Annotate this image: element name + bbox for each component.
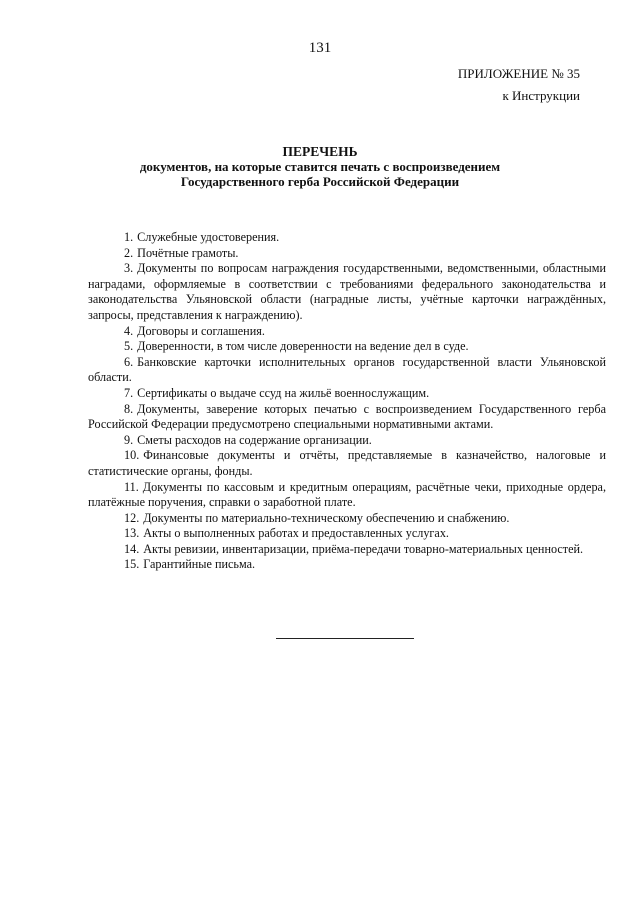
list-item-text: Служебные удостоверения. [137, 230, 280, 244]
list-item-number: 7. [124, 385, 134, 400]
document-list [88, 230, 606, 573]
heading-line-1: документов, на которые ставится печать с воспроизведением [139, 159, 501, 174]
list-item-text: Договоры и соглашения. [137, 323, 265, 338]
list-item-text: Акты о выполненных работах и предоставленных услугах. [143, 526, 449, 541]
list-item-number: 9. [124, 432, 134, 447]
list-item-text: Документы по кассовым и кредитным операциям, расчётные чеки, приходные ордера, платёжные поручения, справки о заработной плате. [88, 479, 606, 510]
appendix-subtitle: к Инструкции [502, 88, 580, 103]
list-item-number: 14. [124, 541, 140, 556]
list-item [88, 261, 606, 323]
list-item-text: Доверенности, в том числе доверенности на ведение дел в суде. [137, 339, 469, 354]
list-item-number: 1. [124, 230, 134, 244]
appendix-block [458, 64, 580, 106]
list-item [88, 355, 606, 386]
list-item-number: 13. [124, 526, 140, 541]
list-item [88, 324, 606, 340]
list-item-text: Гарантийные письма. [143, 557, 256, 572]
list-item-number: 15. [124, 557, 140, 572]
list-item-number: 8. [124, 401, 134, 416]
list-item [88, 339, 606, 355]
list-item [88, 511, 606, 527]
list-item-text: Банковские карточки исполнительных органов государственной власти Ульяновской области. [88, 354, 606, 385]
list-item-number: 5. [124, 339, 134, 354]
page-number: 131 [308, 40, 332, 56]
list-item-text: Финансовые документы и отчёты, представляемые в казначейство, налоговые и статистические органы, фонды. [88, 448, 606, 478]
document-heading [0, 144, 640, 189]
list-item-number: 11. [124, 479, 139, 494]
list-item-text: Сметы расходов на содержание организации. [137, 432, 372, 447]
list-item-number: 3. [124, 261, 134, 276]
list-item-text: Документы по материально-техническому обеспечению и снабжению. [143, 510, 510, 525]
list-item [88, 433, 606, 449]
list-item [88, 448, 606, 479]
list-item [88, 526, 606, 542]
list-item [88, 402, 606, 433]
heading-title: ПЕРЕЧЕНЬ [282, 144, 358, 159]
list-item-number: 12. [124, 510, 140, 525]
list-item-number: 6. [124, 354, 134, 369]
list-item [88, 230, 606, 246]
list-item-number: 4. [124, 323, 134, 338]
appendix-title: ПРИЛОЖЕНИЕ № 35 [457, 66, 580, 81]
list-item [88, 480, 606, 511]
list-item-text: Сертификаты о выдаче ссуд на жильё военнослужащим. [137, 385, 430, 400]
list-item-number: 2. [124, 245, 134, 260]
list-item [88, 542, 606, 558]
list-item-number: 10. [124, 448, 140, 463]
closing-rule [276, 638, 414, 639]
list-item-text: Почётные грамоты. [137, 245, 239, 260]
list-item [88, 557, 606, 573]
heading-line-2: Государственного герба Российской Федерации [180, 174, 460, 189]
list-item-text: Документы, заверение которых печатью с воспроизведением Государственного герба Российской Федерации предусмотрено специальными нормативными актами. [88, 401, 606, 432]
list-item-text: Документы по вопросам награждения государственными, ведомственными, областными наградами, оформляемые в соответствии с требованиями федерального законодательства и законодательства Ульяновской области (наградные листы, учётные карточки награждённых, запросы, представления к награждению). [88, 261, 606, 322]
list-item [88, 246, 606, 262]
list-item [88, 386, 606, 402]
list-item-text: Акты ревизии, инвентаризации, приёма-передачи товарно-материальных ценностей. [143, 541, 584, 556]
